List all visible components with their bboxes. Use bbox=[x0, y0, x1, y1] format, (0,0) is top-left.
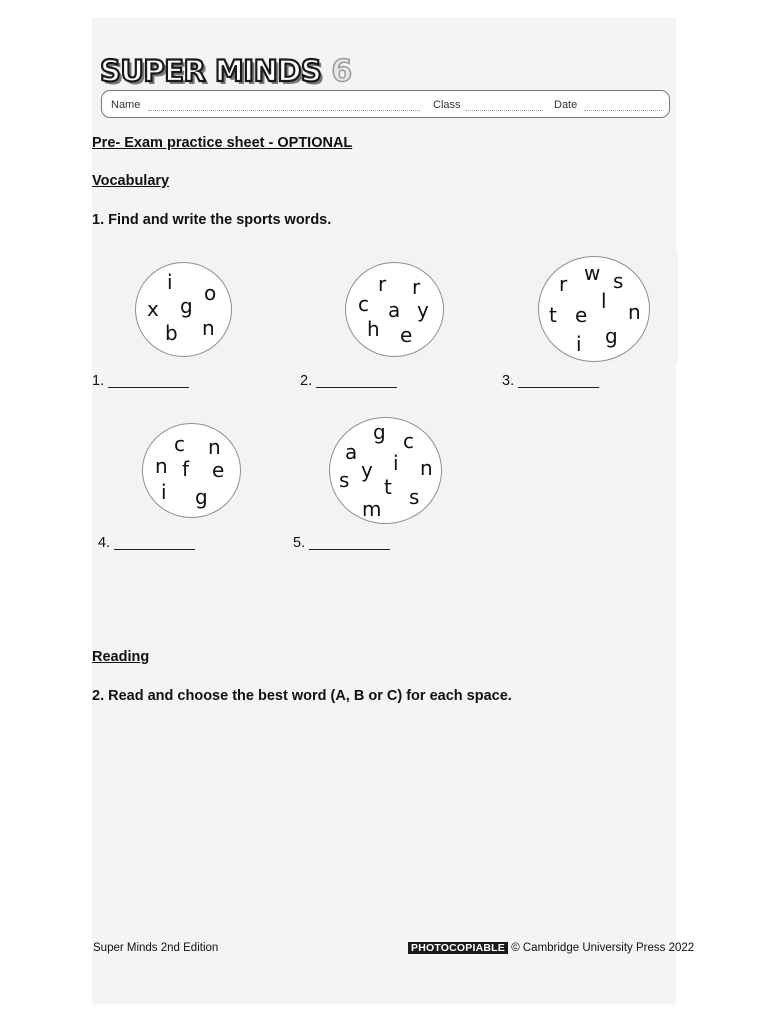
letter-puzzle-2 bbox=[300, 252, 480, 362]
puzzle-letter: c bbox=[358, 292, 369, 316]
vocabulary-heading: Vocabulary bbox=[92, 173, 170, 189]
puzzle-letter: c bbox=[403, 429, 414, 453]
puzzle-letter: i bbox=[161, 480, 167, 504]
puzzle-letter: l bbox=[601, 289, 607, 313]
footer-copyright-block bbox=[408, 942, 694, 954]
puzzle-letter: n bbox=[628, 300, 641, 324]
puzzle-letter: a bbox=[388, 298, 401, 322]
puzzle-letter: x bbox=[147, 297, 159, 321]
answer-line-4: 4. __________ bbox=[98, 535, 195, 551]
puzzle-letter: g bbox=[373, 420, 386, 444]
puzzle-letter: g bbox=[605, 324, 618, 348]
letter-puzzle-3 bbox=[498, 250, 678, 364]
letter-puzzle-1 bbox=[92, 252, 272, 362]
puzzle-letter: s bbox=[409, 485, 420, 509]
puzzle-letter: t bbox=[384, 475, 392, 499]
answer-line-2: 2. __________ bbox=[300, 373, 397, 389]
super-minds-logo bbox=[100, 50, 352, 92]
class-field-line bbox=[465, 110, 543, 111]
answer-line-1: 1. __________ bbox=[92, 373, 189, 389]
reading-instruction: 2. Read and choose the best word (A, B or C) for each space. bbox=[92, 688, 512, 704]
student-info-bar bbox=[101, 90, 670, 118]
puzzle-letter: m bbox=[362, 497, 382, 521]
puzzle-letter: e bbox=[575, 303, 588, 327]
puzzle-letter: t bbox=[549, 303, 557, 327]
date-label: Date bbox=[554, 99, 578, 111]
answer-line-5: 5. __________ bbox=[293, 535, 390, 551]
vocabulary-instruction: 1. Find and write the sports words. bbox=[92, 212, 332, 228]
letter-puzzle-5 bbox=[294, 410, 478, 528]
puzzle-letter: i bbox=[167, 270, 173, 294]
puzzle-letter: i bbox=[393, 451, 399, 475]
footer-edition: Super Minds 2nd Edition bbox=[93, 942, 219, 954]
name-label: Name bbox=[111, 99, 141, 111]
logo-text: SUPER MINDS bbox=[100, 54, 322, 88]
puzzle-letter: n bbox=[202, 316, 215, 340]
puzzle-letter: g bbox=[195, 485, 208, 509]
letter-puzzle-4 bbox=[98, 412, 274, 528]
sheet-title: Pre- Exam practice sheet - OPTIONAL bbox=[92, 135, 353, 151]
puzzle-letter: w bbox=[584, 261, 601, 285]
puzzle-letter: s bbox=[339, 468, 350, 492]
puzzle-letter: g bbox=[180, 294, 193, 318]
answer-line-3: 3. __________ bbox=[502, 373, 599, 389]
puzzle-letter: n bbox=[420, 456, 433, 480]
puzzle-letter: e bbox=[212, 458, 225, 482]
puzzle-letter: r bbox=[378, 272, 387, 296]
puzzle-letter: r bbox=[412, 275, 421, 299]
name-field-line bbox=[148, 110, 420, 111]
puzzle-letter: c bbox=[174, 432, 185, 456]
reading-heading: Reading bbox=[92, 649, 150, 665]
puzzle-letter: y bbox=[361, 458, 373, 482]
puzzle-letter: i bbox=[576, 332, 582, 356]
puzzle-letter: o bbox=[204, 281, 217, 305]
class-label: Class bbox=[433, 99, 461, 111]
puzzle-letter: f bbox=[182, 457, 190, 481]
puzzle-letter: e bbox=[400, 323, 413, 347]
footer-copyright: © Cambridge University Press 2022 bbox=[511, 942, 695, 954]
puzzle-letter: b bbox=[165, 321, 178, 345]
puzzle-letter: s bbox=[613, 269, 624, 293]
logo-level-number: 6 bbox=[331, 53, 353, 89]
puzzle-letter: r bbox=[559, 272, 568, 296]
date-field-line bbox=[584, 110, 662, 111]
puzzle-letter: h bbox=[367, 317, 380, 341]
photocopiable-badge: PHOTOCOPIABLE bbox=[408, 942, 508, 954]
puzzle-letter: n bbox=[155, 454, 168, 478]
puzzle-letter: y bbox=[417, 298, 429, 322]
puzzle-letter: n bbox=[208, 435, 221, 459]
puzzle-letter: a bbox=[345, 440, 358, 464]
